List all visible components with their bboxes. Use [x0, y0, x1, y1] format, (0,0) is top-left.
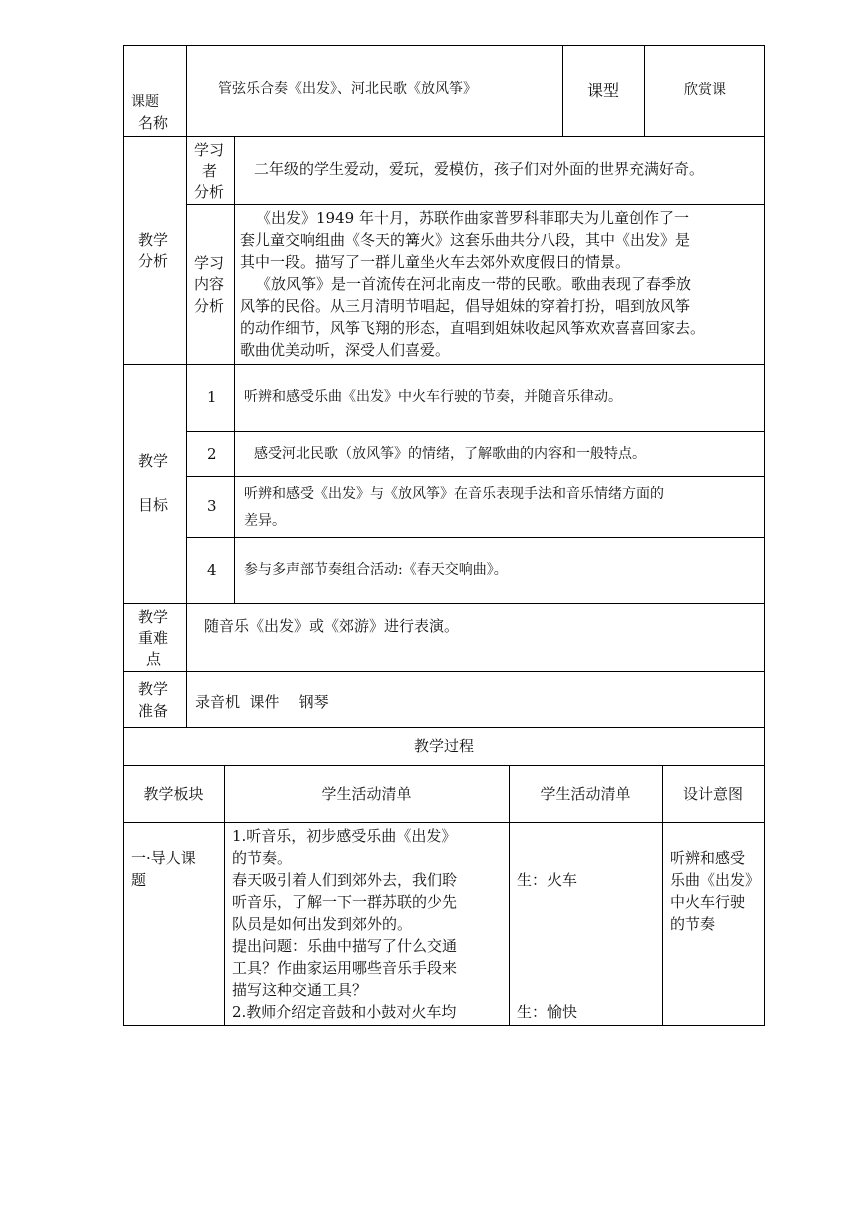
process-student-answer-2: 生：愉快 [517, 1003, 578, 1021]
col-divider-label [186, 45, 187, 728]
process-header-block: 教学板块 [143, 785, 204, 803]
learner-label-2: 者 [202, 162, 218, 180]
analysis-section-label-1: 教学 [138, 231, 169, 249]
learner-label-1: 学习 [194, 141, 225, 159]
goal-4-number: 4 [207, 561, 217, 579]
process-teacher-line-1: 1.听音乐，初步感受乐曲《出发》 [232, 827, 457, 845]
goal-1-text: 听辨和感受乐曲《出发》中火车行驶的节奏，并随音乐律动。 [244, 389, 622, 405]
row-divider-keypoints [123, 671, 765, 672]
goal-2-number: 2 [207, 445, 217, 463]
process-block-line1: 一·导人课 [131, 849, 196, 867]
row-divider-prep [123, 727, 765, 728]
row-divider-analysis [123, 364, 765, 365]
row-divider-goals [123, 603, 765, 604]
col-divider-type-label [562, 45, 563, 137]
table-border-bottom [123, 1025, 765, 1026]
col-divider-type-value [644, 45, 645, 137]
table-border-left [123, 45, 124, 1026]
goal-2-text: 感受河北民歌（放风筝》的情绪，了解歌曲的内容和一般特点。 [254, 446, 646, 462]
goal-3-text-line1: 听辨和感受《出发》与《放风筝》在音乐表现手法和音乐情绪方面的 [244, 486, 664, 502]
process-intent-line-1: 听辨和感受 [670, 849, 746, 867]
process-title: 教学过程 [413, 737, 474, 755]
process-teacher-line-7: 工具？作曲家运用哪些音乐手段来 [232, 959, 458, 977]
col-divider-goal-num [234, 364, 235, 604]
process-teacher-line-4: 听音乐，了解一下一群苏联的少先 [232, 893, 458, 911]
row-divider-goal-3 [186, 537, 765, 538]
table-border-top [123, 45, 765, 46]
content-label-3: 分析 [194, 297, 225, 315]
process-header-student: 学生活动清单 [540, 785, 631, 803]
row-divider-goal-1 [186, 431, 765, 432]
row-divider-goal-2 [186, 476, 765, 477]
process-teacher-line-2: 的节奏。 [232, 849, 293, 867]
learner-text: 二年级的学生爱动，爱玩，爱模仿，孩子们对外面的世界充满好奇。 [254, 160, 705, 178]
process-student-answer-1: 生：火车 [517, 871, 578, 889]
keypoints-label-1: 教学 [138, 608, 169, 626]
row-divider-learner [186, 204, 765, 205]
goal-3-text-line2: 差异。 [244, 513, 286, 529]
process-teacher-line-3: 春天吸引着人们到郊外去，我们聆 [232, 871, 458, 889]
process-intent-line-4: 的节奏 [670, 915, 716, 933]
topic-label-line1: 课题 [131, 94, 159, 110]
process-teacher-line-9: 2.教师介绍定音鼓和小鼓对火车均 [232, 1003, 457, 1021]
content-line-4: 《放风筝》是一首流传在河北南皮一带的民歌。歌曲表现了春季放 [256, 275, 692, 293]
process-teacher-line-6: 提出问题：乐曲中描写了什么交通 [232, 937, 458, 955]
goals-section-label-1: 教学 [138, 452, 169, 470]
goal-4-text: 参与多声部节奏组合活动:《春天交响曲》。 [244, 562, 508, 578]
type-value: 欣赏课 [684, 82, 726, 98]
keypoints-text: 随音乐《出发》或《郊游》进行表演。 [204, 617, 460, 635]
content-line-7: 歌曲优美动听，深受人们喜爱。 [240, 341, 451, 359]
row-divider-process-title [123, 765, 765, 766]
keypoints-label-3: 点 [146, 650, 162, 668]
row-divider-process-header [123, 822, 765, 823]
process-header-intent: 设计意图 [682, 785, 743, 803]
prep-text: 录音机 课件 钢琴 [195, 693, 329, 711]
process-intent-line-3: 中火车行驶 [670, 893, 746, 911]
content-label-2: 内容 [194, 275, 225, 293]
process-teacher-line-8: 描写这种交通工具？ [232, 981, 368, 999]
process-header-teacher: 学生活动清单 [321, 785, 412, 803]
col-divider-analysis-sub [234, 136, 235, 365]
goal-3-number: 3 [207, 497, 217, 515]
process-block-line2: 题 [131, 871, 147, 889]
topic-value: 管弦乐合奏《出发》、河北民歌《放风筝》 [218, 81, 477, 97]
content-line-5: 风筝的民俗。从三月清明节唱起，倡导姐妹的穿着打扮，唱到放风筝 [240, 297, 691, 315]
content-line-1: 《出发》1949 年十月，苏联作曲家普罗科菲耶夫为儿童创作了一 [256, 209, 689, 227]
topic-label-line2: 名称 [138, 114, 169, 132]
goal-1-number: 1 [207, 388, 217, 406]
type-label: 课型 [587, 81, 620, 100]
process-intent-line-2: 乐曲《出发》 [670, 871, 761, 889]
goals-section-label-2: 目标 [138, 496, 169, 514]
content-line-3: 其中一段。描写了一群儿童坐火车去郊外欢度假日的情景。 [240, 253, 631, 271]
analysis-section-label-2: 分析 [138, 252, 169, 270]
content-label-1: 学习 [194, 254, 225, 272]
content-line-6: 的动作细节，风筝飞翔的形态，直唱到姐妹收起风筝欢欢喜喜回家去。 [240, 319, 706, 337]
table-border-right [764, 45, 765, 1026]
row-divider-topic [123, 136, 765, 137]
process-teacher-line-5: 队员是如何出发到郊外的。 [232, 915, 413, 933]
prep-label-2: 准备 [138, 702, 169, 720]
content-line-2: 套儿童交响组曲《冬天的篝火》这套乐曲共分八段，其中《出发》是 [240, 231, 691, 249]
keypoints-label-2: 重难 [138, 629, 169, 647]
prep-label-1: 教学 [138, 680, 169, 698]
learner-label-3: 分析 [194, 183, 225, 201]
